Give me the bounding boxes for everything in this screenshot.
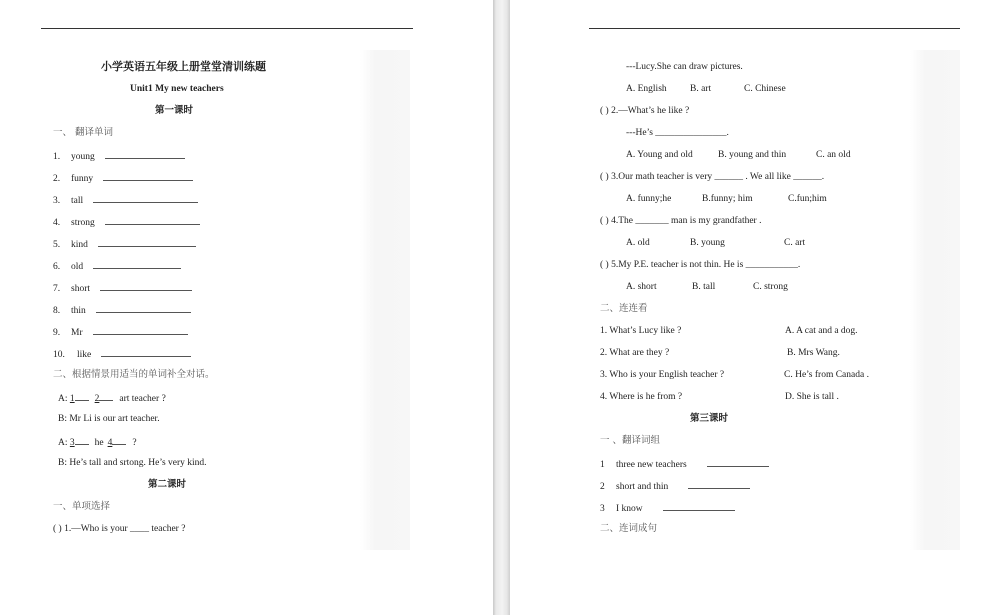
q3-options — [626, 193, 827, 205]
word-number: 7. — [53, 284, 61, 294]
word-number: 1. — [53, 152, 61, 162]
option-c: C. art — [784, 238, 806, 248]
word-item — [53, 347, 191, 361]
phrase-text: short and thin — [616, 482, 669, 492]
lesson-3-heading: 第三课时 — [690, 413, 729, 424]
word-text: tall — [71, 196, 84, 206]
answer-blank — [105, 215, 200, 225]
question-4: ( ) 4.The _______ man is my grandfather . — [600, 216, 762, 226]
option-a: A. short — [626, 282, 657, 292]
phrase-number: 3 — [600, 504, 605, 514]
word-text: funny — [71, 174, 94, 184]
header-rule — [589, 28, 960, 29]
dialog-line-b1: B: Mr Li is our art teacher. — [58, 414, 160, 424]
option-b: B. art — [690, 84, 712, 94]
option-c: C. an old — [816, 150, 851, 160]
q1-answer-line: ---Lucy.She can draw pictures. — [626, 62, 743, 72]
blank-1-line — [75, 391, 89, 401]
word-number: 5. — [53, 240, 61, 250]
match-answer: D. She is tall . — [785, 392, 839, 402]
lesson-2-heading: 第二课时 — [148, 479, 187, 490]
word-number: 3. — [53, 196, 61, 206]
blank-2-line — [99, 391, 113, 401]
question-3: ( ) 3.Our math teacher is very ______ . We all like ______. — [600, 172, 825, 182]
document-page-right — [510, 0, 983, 615]
word-number: 2. — [53, 174, 61, 184]
word-item — [53, 259, 181, 273]
word-number: 8. — [53, 306, 61, 316]
page-shadow — [910, 50, 960, 550]
match-question: 4. Where is he from ? — [600, 392, 683, 402]
match-question: 1. What’s Lucy like ? — [600, 326, 682, 336]
word-text: short — [71, 284, 90, 294]
speaker-a: A: — [58, 394, 70, 404]
option-b: B. young — [690, 238, 725, 248]
section-translate-words: 一、 翻译单词 — [53, 127, 114, 138]
match-answer: B. Mrs Wang. — [787, 348, 840, 358]
q2-answer-line: ---He’s _______________. — [626, 128, 729, 138]
word-item — [53, 215, 200, 229]
word-text: like — [77, 350, 92, 360]
answer-blank — [93, 259, 181, 269]
word-text: thin — [71, 306, 86, 316]
match-question: 3. Who is your English teacher ? — [600, 370, 725, 380]
word-number: 10. — [53, 350, 65, 360]
q4-options — [626, 237, 805, 249]
word-item — [53, 193, 198, 207]
blank-3: 3 — [69, 438, 75, 448]
phrase-item — [600, 501, 735, 515]
answer-blank — [98, 237, 196, 247]
blank-4: 4 — [107, 438, 113, 448]
word-text: Mr — [71, 328, 83, 338]
q2-options — [626, 149, 851, 161]
answer-blank — [100, 281, 192, 291]
dialog-text: art teacher ? — [119, 394, 166, 404]
option-a: A. funny;he — [626, 194, 672, 204]
option-a: A. Young and old — [626, 150, 693, 160]
dialog-line-a2 — [58, 435, 137, 449]
blank-2: 2 — [94, 394, 100, 404]
blank-1: 1 — [69, 394, 75, 404]
dialog-line-a1 — [58, 391, 166, 405]
question-2: ( ) 2.—What’s he like ? — [600, 106, 690, 116]
phrase-item — [600, 479, 750, 493]
word-number: 4. — [53, 218, 61, 228]
q1-options — [626, 83, 786, 95]
phrase-text: I know — [616, 504, 643, 514]
word-text: strong — [71, 218, 95, 228]
question-5: ( ) 5.My P.E. teacher is not thin. He is ___________. — [600, 260, 801, 270]
match-question: 2. What are they ? — [600, 348, 670, 358]
section-dialog: 二、根据情景用适当的单词补全对话。 — [53, 369, 215, 380]
word-item — [53, 325, 188, 339]
word-number: 6. — [53, 262, 61, 272]
answer-blank — [663, 501, 735, 511]
word-text: old — [71, 262, 84, 272]
answer-blank — [93, 193, 198, 203]
option-b: B. young and thin — [718, 150, 787, 160]
word-text: young — [71, 152, 95, 162]
worksheet-title: 小学英语五年级上册堂堂清训练题 — [101, 60, 266, 73]
question-1: ( ) 1.—Who is your ____ teacher ? — [53, 524, 186, 534]
section-multiple-choice: 一、单项选择 — [53, 501, 111, 512]
option-b: B. tall — [692, 282, 716, 292]
word-item — [53, 171, 193, 185]
option-a: A. English — [626, 84, 667, 94]
option-c: C. strong — [753, 282, 788, 292]
word-item — [53, 237, 196, 251]
word-item — [53, 281, 192, 295]
answer-blank — [707, 457, 769, 467]
answer-blank — [93, 325, 188, 335]
header-rule — [41, 28, 413, 29]
word-item — [53, 303, 191, 317]
option-c: C.fun;him — [788, 194, 827, 204]
q5-options — [626, 281, 788, 293]
section-matching: 二、连连看 — [600, 303, 648, 314]
dialog-text: ? — [132, 438, 137, 448]
page-shadow — [360, 50, 410, 550]
section-sentence-ordering: 二、连词成句 — [600, 523, 658, 534]
dialog-line-b2: B: He’s tall and srtong. He’s very kind. — [58, 458, 207, 468]
answer-blank — [101, 347, 191, 357]
section-translate-phrases: 一 、翻译词组 — [600, 435, 661, 446]
lesson-1-heading: 第一课时 — [155, 105, 194, 116]
option-c: C. Chinese — [744, 84, 786, 94]
match-answer: C. He’s from Canada . — [784, 370, 869, 380]
answer-blank — [96, 303, 191, 313]
phrase-item — [600, 457, 769, 471]
match-answer: A. A cat and a dog. — [785, 326, 858, 336]
answer-blank — [688, 479, 750, 489]
option-a: A. old — [626, 238, 650, 248]
dialog-text: he — [94, 438, 104, 448]
phrase-number: 1 — [600, 460, 605, 470]
unit-heading: Unit1 My new teachers — [130, 84, 224, 94]
word-item — [53, 149, 185, 163]
word-number: 9. — [53, 328, 61, 338]
option-b: B.funny; him — [702, 194, 753, 204]
blank-4-line — [112, 435, 126, 445]
speaker-a: A: — [58, 438, 70, 448]
blank-3-line — [75, 435, 89, 445]
word-text: kind — [71, 240, 88, 250]
answer-blank — [105, 149, 185, 159]
phrase-number: 2 — [600, 482, 605, 492]
page-gutter — [493, 0, 510, 615]
phrase-text: three new teachers — [616, 460, 687, 470]
answer-blank — [103, 171, 193, 181]
